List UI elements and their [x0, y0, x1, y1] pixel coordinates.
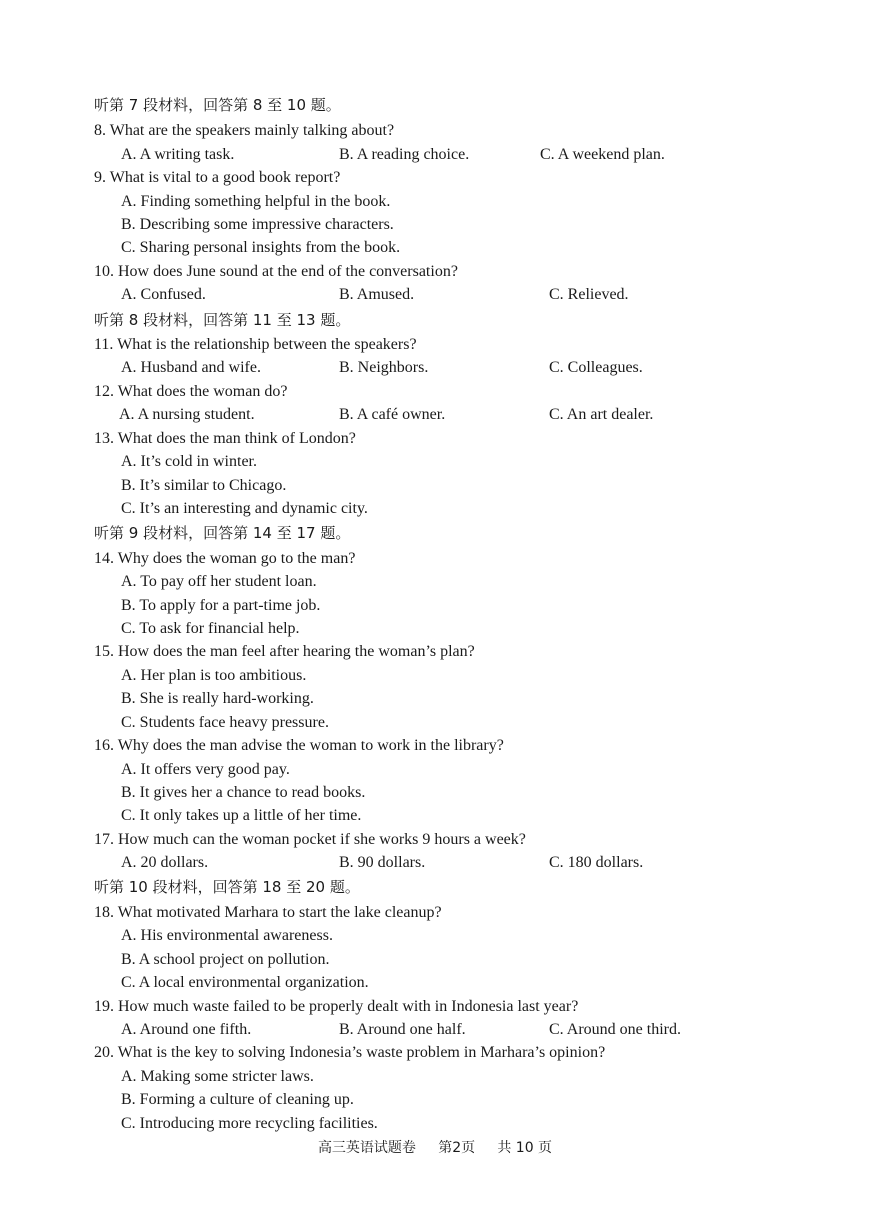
question-13-option-b: B. It’s similar to Chicago. — [121, 477, 287, 494]
question-14-option-b: B. To apply for a part-time job. — [121, 597, 321, 614]
question-15-option-a: A. Her plan is too ambitious. — [121, 667, 307, 684]
question-16-stem: 16. Why does the man advise the woman to work in the library? — [94, 737, 504, 754]
question-18-option-c: C. A local environmental organization. — [121, 974, 369, 991]
question-8-option-c: C. A weekend plan. — [540, 146, 665, 163]
question-19-option-c: C. Around one third. — [549, 1021, 681, 1038]
question-9-option-b: B. Describing some impressive characters. — [121, 216, 394, 233]
question-11-option-a: A. Husband and wife. — [121, 359, 261, 376]
question-14-option-c: C. To ask for financial help. — [121, 620, 300, 637]
question-17-stem: 17. How much can the woman pocket if she works 9 hours a week? — [94, 831, 526, 848]
question-15-stem: 15. How does the man feel after hearing the woman’s plan? — [94, 643, 475, 660]
section-heading: 听第 10 段材料，回答第 18 至 20 题。 — [94, 878, 360, 896]
question-20-stem: 20. What is the key to solving Indonesia’s waste problem in Marhara’s opinion? — [94, 1044, 606, 1061]
question-8-option-b: B. A reading choice. — [339, 146, 470, 163]
question-9-stem: 9. What is vital to a good book report? — [94, 169, 341, 186]
question-14-stem: 14. Why does the woman go to the man? — [94, 550, 356, 567]
question-15-option-b: B. She is really hard-working. — [121, 690, 314, 707]
question-10-stem: 10. How does June sound at the end of the conversation? — [94, 263, 458, 280]
question-16-option-c: C. It only takes up a little of her time. — [121, 807, 362, 824]
question-20-option-a: A. Making some stricter laws. — [121, 1068, 314, 1085]
section-heading: 听第 8 段材料，回答第 11 至 13 题。 — [94, 311, 351, 329]
question-20-option-c: C. Introducing more recycling facilities. — [121, 1115, 378, 1132]
question-9-option-c: C. Sharing personal insights from the book. — [121, 239, 401, 256]
question-9-option-a: A. Finding something helpful in the book. — [121, 193, 391, 210]
question-18-option-a: A. His environmental awareness. — [121, 927, 333, 944]
question-12-option-b: B. A café owner. — [339, 406, 446, 423]
question-17-option-b: B. 90 dollars. — [339, 854, 426, 871]
question-11-stem: 11. What is the relationship between the speakers? — [94, 336, 417, 353]
question-19-option-a: A. Around one fifth. — [121, 1021, 252, 1038]
question-11-option-b: B. Neighbors. — [339, 359, 429, 376]
question-10-option-b: B. Amused. — [339, 286, 415, 303]
question-13-stem: 13. What does the man think of London? — [94, 430, 356, 447]
question-8-stem: 8. What are the speakers mainly talking about? — [94, 122, 395, 139]
question-19-stem: 19. How much waste failed to be properly dealt with in Indonesia last year? — [94, 998, 579, 1015]
page-footer: 高三英语试题卷 第2页 共 10 页 — [317, 1140, 553, 1156]
question-19-option-b: B. Around one half. — [339, 1021, 466, 1038]
question-8-option-a: A. A writing task. — [121, 146, 235, 163]
question-10-option-c: C. Relieved. — [549, 286, 629, 303]
question-12-option-a: A. A nursing student. — [119, 406, 255, 423]
question-11-option-c: C. Colleagues. — [549, 359, 643, 376]
question-18-stem: 18. What motivated Marhara to start the lake cleanup? — [94, 904, 442, 921]
question-14-option-a: A. To pay off her student loan. — [121, 573, 317, 590]
section-heading: 听第 9 段材料，回答第 14 至 17 题。 — [94, 524, 351, 542]
question-15-option-c: C. Students face heavy pressure. — [121, 714, 329, 731]
question-10-option-a: A. Confused. — [121, 286, 206, 303]
question-12-option-c: C. An art dealer. — [549, 406, 654, 423]
question-16-option-a: A. It offers very good pay. — [121, 761, 290, 778]
question-20-option-b: B. Forming a culture of cleaning up. — [121, 1091, 354, 1108]
question-17-option-a: A. 20 dollars. — [121, 854, 209, 871]
question-16-option-b: B. It gives her a chance to read books. — [121, 784, 366, 801]
section-heading: 听第 7 段材料，回答第 8 至 10 题。 — [94, 96, 341, 114]
question-17-option-c: C. 180 dollars. — [549, 854, 644, 871]
question-13-option-c: C. It’s an interesting and dynamic city. — [121, 500, 368, 517]
question-13-option-a: A. It’s cold in winter. — [121, 453, 257, 470]
question-18-option-b: B. A school project on pollution. — [121, 951, 330, 968]
question-12-stem: 12. What does the woman do? — [94, 383, 288, 400]
